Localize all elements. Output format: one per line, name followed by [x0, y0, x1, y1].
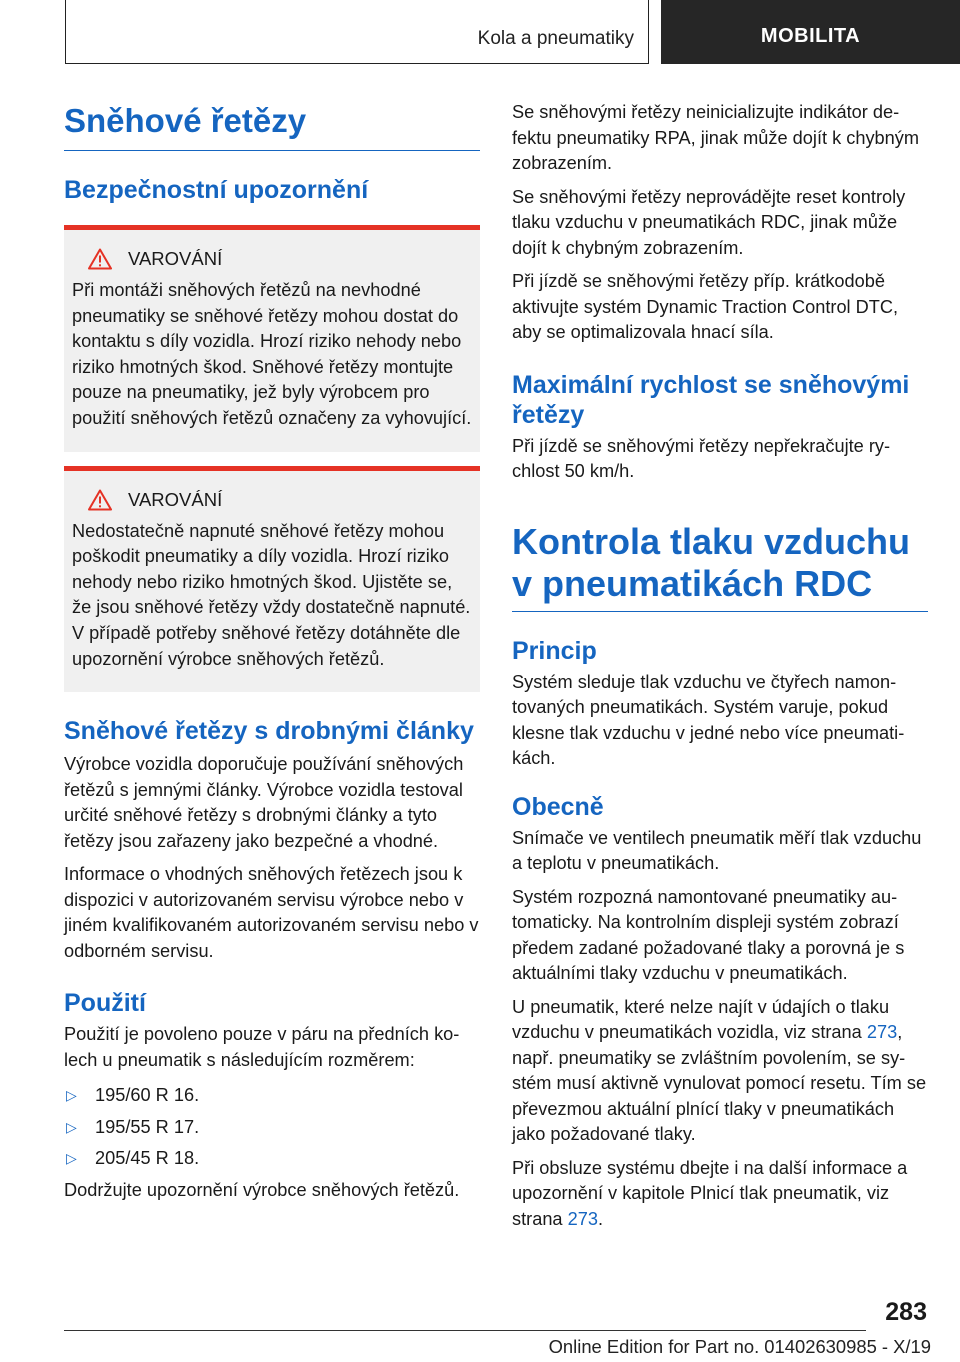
fine-links-heading: Sněhové řetězy s drobnými články	[64, 717, 474, 746]
warning-text: Nedostatečně napnuté sněhové řetězy mohou poškodit pneumatiky a díly vozidla. Hrozí riziko nehody nebo riziko hmotných škod. Ujistěte se, že jsou sněhové řetězy vždy dostatečně napnuté. V případě potřeby sněhové řetězy dotáhněte dle upozornění výrobce sněhových řetězů.	[72, 520, 471, 669]
principle-heading: Princip	[512, 636, 597, 665]
header-tab-mobilita[interactable]: MOBILITA	[661, 0, 960, 64]
page-number: 283	[885, 1298, 927, 1326]
paragraph: Použití je povoleno pouze v páru na předních kolech u pneumatik s následujícím rozměrem:	[64, 1024, 460, 1070]
warning-box-2	[64, 466, 480, 693]
warning-header	[88, 248, 472, 270]
warning-box-1	[64, 225, 480, 452]
footer-edition: Online Edition for Part no. 01402630985 - X/19	[548, 1336, 931, 1357]
paragraph: Systém sleduje tlak vzduchu ve čtyřech namontovaných pneumatikách. Systém varuje, pokud klesne tlak vzduchu v jedné nebo více pneumatikách.	[512, 671, 905, 768]
triangle-bullet-icon: ▷	[66, 1150, 77, 1167]
paragraph: Při jízdě se sněhovými řetězy nepřekračujte rychlost 50 km/h.	[512, 435, 891, 481]
paragraph: Výrobce vozidla doporučuje používání sněhových řetězů s jemnými články. Výrobce vozidla testoval určité sněhové řetězy s drobnými články a tyto řetězy jsou zařazeny jako bezpečné a vhodné.	[64, 754, 464, 851]
list-item: ▷ 195/60 R 16.	[64, 1083, 480, 1109]
warning-icon	[88, 489, 112, 511]
size-list	[64, 1083, 480, 1172]
warning-header	[88, 489, 472, 511]
triangle-bullet-icon: ▷	[66, 1087, 77, 1104]
page-title: Sněhové řetězy	[64, 100, 480, 151]
right-column	[512, 100, 928, 1232]
page-link-273[interactable]: 273	[866, 1022, 898, 1042]
paragraph: Dodržujte upozornění výrobce sněhových řetězů.	[64, 1179, 460, 1200]
header-section-title: Kola a pneumatiky	[477, 28, 634, 49]
left-column	[64, 100, 480, 1203]
list-item: ▷ 205/45 R 18.	[64, 1146, 480, 1172]
paragraph: Se sněhovými řetězy neprovádějte reset kontroly tlaku vzduchu v pneumatikách RDC, jinak může dojít k chybným zobrazením.	[512, 186, 906, 258]
general-heading: Obecně	[512, 792, 604, 821]
section-title-rdc: Kontrola tlaku vzduchu v pneumatikách RDC	[512, 519, 928, 612]
footer-divider	[64, 1330, 866, 1331]
list-item: ▷ 195/55 R 17.	[64, 1115, 480, 1141]
warning-label: VAROVÁNÍ	[128, 248, 223, 269]
paragraph: Snímače ve ventilech pneumatik měří tlak vzduchu a teplotu v pneumatikách.	[512, 827, 922, 873]
warning-label: VAROVÁNÍ	[128, 488, 223, 510]
paragraph: Při jízdě se sněhovými řetězy příp. krátkodobě aktivujte systém Dynamic Traction Control DTC, aby se optimalizovala hnací síla.	[512, 271, 899, 342]
paragraph: Systém rozpozná namontované pneumatiky automaticky. Na kontrolním displeji systém zobrazí předem zadané požadované tlaky a porovná je s aktuálními tlaky vzduchu v pneumatikách.	[512, 886, 905, 983]
warning-text: Při montáži sněhových řetězů na nevhodné pneumatiky se sněhové řetězy mohou dostat do kontaktu s díly vozidla. Hrozí riziko nehody nebo riziko hmotných škod. Sněhové řetězy montujte pouze na pneumatiky, jež byly výrobcem pro použití sněhových řetězů označeny za vyhovující.	[72, 280, 472, 428]
paragraph: Informace o vhodných sněhových řetězech jsou k dispozici v autorizovaném servisu výrobce nebo v jiném kvalifikovaném autorizovaném servisu nebo v odborném servisu.	[64, 864, 479, 961]
warning-icon	[88, 248, 112, 270]
page-link-273[interactable]: 273	[567, 1208, 598, 1229]
paragraph: U pneumatik, které nelze najít v údajích o tlaku vzduchu v pneumatikách vozidla, viz strana 273, např. pneumatiky se zvláštním povolením, se systém musí aktivně vynulovat pomocí resetu. Tím se převezmou aktuální plnící tlaky v pneumatikách jako požadované tlaky.	[512, 996, 927, 1144]
paragraph: Se sněhovými řetězy neinicializujte indikátor defektu pneumatiky RPA, jinak může dojít k chybným zobrazením.	[512, 102, 920, 173]
use-heading: Použití	[64, 989, 146, 1018]
paragraph: Při obsluze systému dbejte i na další informace a upozornění v kapitole Plnicí tlak pneumatik, viz strana 273.	[512, 1157, 908, 1229]
max-speed-heading: Maximální rychlost se sněhovými řetězy	[512, 370, 910, 429]
safety-heading: Bezpečnostní upozornění	[64, 176, 369, 204]
triangle-bullet-icon: ▷	[66, 1118, 77, 1135]
